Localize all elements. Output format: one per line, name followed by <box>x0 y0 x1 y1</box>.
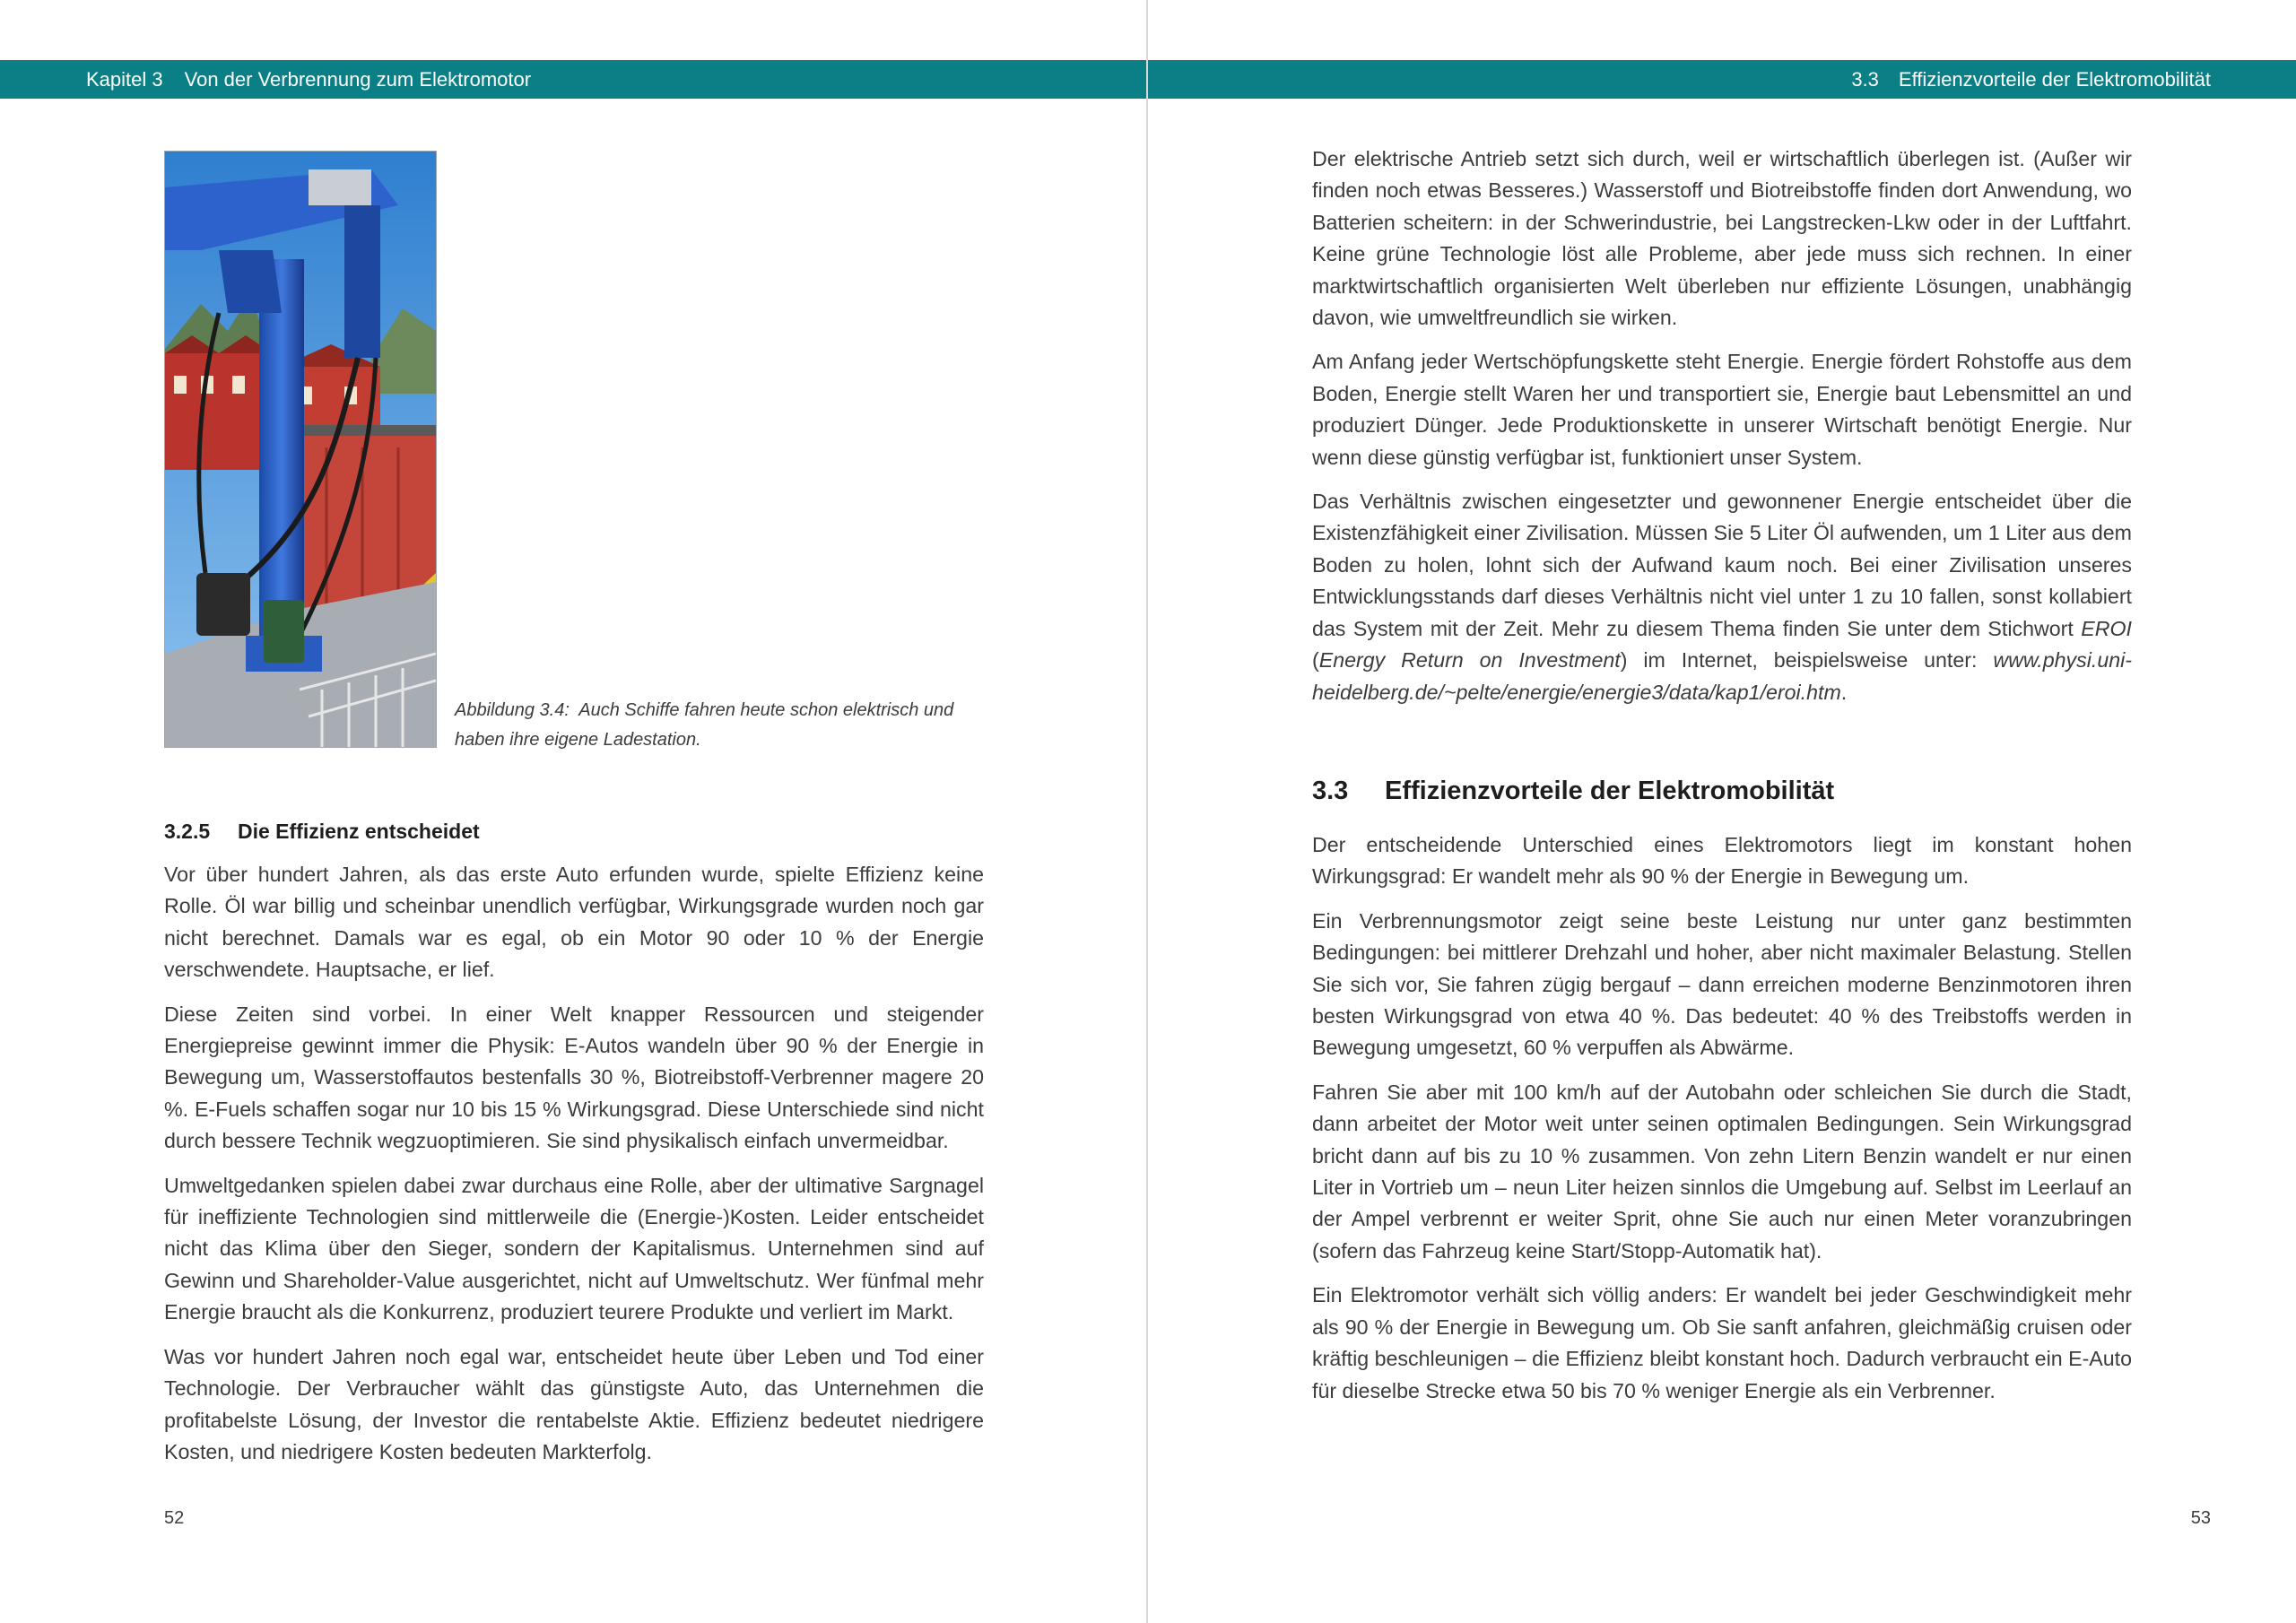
right-intro-text <box>1312 143 2132 721</box>
section-number: 3.3 <box>1312 777 1349 805</box>
paragraph: Ein Elektromotor verhält sich völlig anders: Er wandelt bei jeder Geschwindigkeit mehr als 90 % der Energie in Bewegung um. Ob Sie sanft anfahren, gleichmäßig cruisen oder kräftig beschleunigen – die Effizienz bleibt konstant hoch. Dadurch verbraucht ein E-Auto für dieselbe Strecke etwa 50 bis 70 % weniger Energie als ein Verbrenner. <box>1312 1283 2132 1402</box>
chapter-label: Kapitel 3 <box>86 68 163 91</box>
charging-crane-illustration <box>165 152 436 747</box>
eroi-term-long: Energy Return on Investment <box>1318 648 1621 673</box>
paragraph: Vor über hundert Jahren, als das erste Auto erfunden wurde, spielte Effizienz keine Rolle. Öl war billig und scheinbar unendlich verfügbar, Wirkungsgrade wurden noch gar nicht berechnet. Damals war es egal, ob ein Motor 90 oder 10 % der Energie verschwendete. Hauptsache, er lief. <box>164 863 984 982</box>
left-page <box>0 0 1146 1623</box>
section-title: Effizienzvorteile der Elektromobilität <box>1385 777 1835 805</box>
right-running-header <box>1148 60 2296 99</box>
eroi-term: EROI <box>2081 616 2132 640</box>
header-section-number: 3.3 <box>1851 68 1879 91</box>
eroi-url-link[interactable]: www.physi.uni-heidelberg.de/~pelte/energie/energie3/data/kap1/eroi.htm <box>1312 648 2132 704</box>
subsection-number: 3.2.5 <box>164 820 211 843</box>
section-heading <box>1312 777 1834 806</box>
eroi-text-1: Das Verhältnis zwischen eingesetzter und gewonnener Energie entscheidet über die Existenzfähigkeit einer Zivilisation. Müssen Sie 5 Liter Öl aufwenden, um 1 Liter aus dem Boden zu holen, lohnt sich der Aufwand kaum noch. Bei einer Zivilisation unseres Entwicklungsstands darf dieses Verhältnis nicht viel unter 1 zu 10 fallen, sonst kollabiert das System mit der Zeit. Mehr zu diesem Thema finden Sie unter dem Stichwort <box>1312 490 2132 640</box>
paragraph: Ein Verbrennungsmotor zeigt seine beste Leistung nur unter ganz bestimmten Bedingungen: bei mittlerer Drehzahl und hoher, aber nicht maximaler Belastung. Stellen Sie sich vor, Sie fahren zügig bergauf – dann erreichen moderne Benzinmotoren ihren besten Wirkungsgrad von etwa 40 %. Das bedeutet: 40 % des Treibstoffs werden in Bewegung umgesetzt, 60 % verpuffen als Abwärme. <box>1312 908 2132 1060</box>
right-body-text <box>1312 829 2132 1419</box>
paragraph: Der entscheidende Unterschied eines Elektromotors liegt im konstant hohen Wirkungsgrad: Er wandelt mehr als 90 % der Energie in Bewegung um. <box>1312 833 2132 889</box>
eroi-text-3: ) im Internet, beispielsweise unter: <box>1620 648 1994 673</box>
page-number-left: 52 <box>164 1508 185 1528</box>
caption-label: Abbildung 3.4: <box>455 700 570 720</box>
right-page <box>1148 0 2296 1623</box>
header-section-title: Effizienzvorteile der Elektromobilität <box>1898 68 2211 91</box>
eroi-paragraph <box>1312 486 2132 708</box>
eroi-text-4: . <box>1840 680 1848 704</box>
paragraph: Diese Zeiten sind vorbei. In einer Welt knapper Ressourcen und steigender Energiepreise gewinnt immer die Physik: E-Autos wandeln über 90 % der Energie in Bewegung um, Wasserstoffautos bestenfalls 30 %, Biotreibstoff-Verbrenner magere 20 %. E-Fuels schaffen sogar nur 10 bis 15 % Wirkungsgrad. Diese Unterschiede sind nicht durch bessere Technik wegzuoptimieren. Sie sind physikalisch einfach unvermeidbar. <box>164 1002 984 1153</box>
left-body-text <box>164 859 984 1480</box>
left-running-header <box>0 60 1146 99</box>
eroi-text-2: ( <box>1312 648 1319 673</box>
paragraph: Der elektrische Antrieb setzt sich durch, weil er wirtschaftlich überlegen ist. (Außer wir finden noch etwas Besseres.) Wasserstoff und Biotreibstoffe finden dort Anwendung, wo Batterien scheitern: in der Schwerindustrie, bei Langstrecken-Lkw oder in der Luftfahrt. Keine grüne Technologie löst alle Probleme, aber jede muss sich rechnen. In einer marktwirtschaftlich organisierten Welt überleben nur effiziente Lösungen, unabhängig davon, wie umweltfreundlich sie wirken. <box>1312 147 2132 330</box>
paragraph: Fahren Sie aber mit 100 km/h auf der Autobahn oder schleichen Sie durch die Stadt, dann arbeitet der Motor weit unter seinen optimalen Bedingungen. Sein Wirkungsgrad bricht dann auf bis zu 10 % zusammen. Von zehn Litern Benzin wandelt er nur einen Liter in Vortrieb um – neun Liter heizen sinnlos die Umgebung auf. Selbst im Leerlauf an der Ampel verbrennt er weiter Sprit, ohne Sie auch nur einen Meter voranzubringen (sofern das Fahrzeug keine Start/Stopp-Automatik hat). <box>1312 1080 2132 1263</box>
ship-charging-photo <box>164 151 437 748</box>
figure-caption <box>455 696 993 755</box>
subsection-title: Die Effizienz entscheidet <box>238 820 480 843</box>
page-number-right: 53 <box>2190 1508 2211 1528</box>
subsection-heading <box>164 820 480 844</box>
caption-text: Auch Schiffe fahren heute schon elektrisch und haben ihre eigene Ladestation. <box>455 700 954 750</box>
paragraph: Umweltgedanken spielen dabei zwar durchaus eine Rolle, aber der ultimative Sargnagel für ineffiziente Technologien sind mittlerweile die (Energie-)Kosten. Leider entscheidet nicht das Klima über den Sieger, sondern der Kapitalismus. Unternehmen sind auf Gewinn und Shareholder-Value ausgerichtet, nicht auf Umweltschutz. Wer fünfmal mehr Energie braucht als die Konkurrenz, produziert teurere Produkte und verliert im Markt. <box>164 1173 984 1324</box>
chapter-title: Von der Verbrennung zum Elektromotor <box>184 68 532 91</box>
paragraph: Am Anfang jeder Wertschöpfungskette steht Energie. Energie fördert Rohstoffe aus dem Boden, Energie stellt Waren her und transportiert sie, Energie baut Lebensmittel an und produziert Dünger. Jede Produktionskette in unserer Wirtschaft benötigt Energie. Nur wenn diese günstig verfügbar ist, funktioniert unser System. <box>1312 350 2132 469</box>
paragraph: Was vor hundert Jahren noch egal war, entscheidet heute über Leben und Tod einer Technologie. Der Verbraucher wählt das günstigste Auto, das Unternehmen die profitabelste Lösung, der Investor die rentabelste Aktie. Effizienz bedeutet niedrigere Kosten, und niedrigere Kosten bedeuten Markterfolg. <box>164 1344 984 1463</box>
